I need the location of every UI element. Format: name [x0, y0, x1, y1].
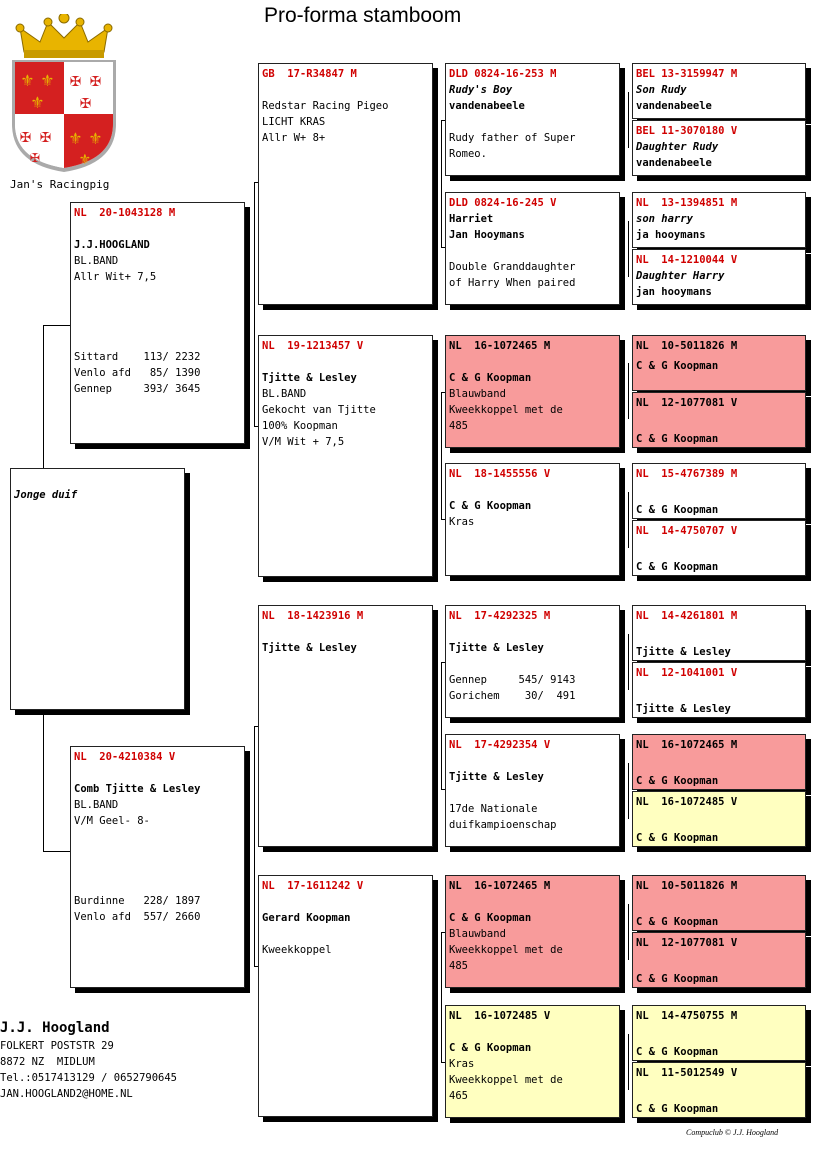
page-title: Pro-forma stamboom	[264, 4, 462, 27]
pigeon-note: 17de Nationale	[449, 803, 538, 815]
club-name: Jan's Racingpig	[10, 178, 110, 191]
svg-text:✠: ✠	[30, 147, 40, 166]
pigeon-note: Rudy father of Super	[449, 132, 576, 144]
ring-number: NL 15-4767389 M	[636, 468, 738, 480]
gen4-box[interactable]	[632, 791, 806, 847]
gen4-box[interactable]	[632, 1062, 806, 1118]
gen4-box[interactable]	[632, 605, 806, 661]
pigeon-owner: C & G Koopman	[636, 1103, 719, 1115]
ring-number: DLD 0824-16-245 V	[449, 197, 557, 209]
great-grandparent-box[interactable]	[445, 335, 620, 448]
ring-number: NL 12-1077081 V	[636, 397, 738, 409]
owner-email: JAN.HOOGLAND2@HOME.NL	[0, 1088, 133, 1100]
pigeon-note: of Harry When paired	[449, 277, 576, 289]
owner-postcode: 8872 NZ MIDLUM	[0, 1056, 95, 1068]
great-grandparent-box[interactable]	[445, 463, 620, 576]
pigeon-note: Blauwband	[449, 388, 506, 400]
pigeon-owner: vandenabeele	[449, 100, 525, 112]
pigeon-detail: Allr Wit+ 7,5	[74, 271, 157, 283]
pigeon-owner: Tjitte & Lesley	[449, 771, 544, 783]
pigeon-note: Kweekkoppel met de	[449, 944, 563, 956]
grandparent-box[interactable]	[258, 63, 433, 305]
svg-text:✠: ✠	[70, 70, 81, 91]
ring-number: DLD 0824-16-253 M	[449, 68, 557, 80]
ring-number: NL 17-4292325 M	[449, 610, 551, 622]
gen4-box[interactable]	[632, 335, 806, 391]
svg-text:✠: ✠	[90, 70, 101, 91]
subject-box[interactable]	[10, 468, 185, 710]
pigeon-detail: V/M Wit + 7,5	[262, 436, 345, 448]
ring-number: NL 20-1043128 M	[74, 207, 176, 219]
owner-info	[0, 1018, 177, 1102]
ring-number: NL 16-1072465 M	[449, 340, 551, 352]
pigeon-detail: V/M Geel- 8-	[74, 815, 150, 827]
pigeon-note: Kras	[449, 1058, 475, 1070]
ring-number: NL 14-4261801 M	[636, 610, 738, 622]
pigeon-owner: Tjitte & Lesley	[636, 646, 731, 658]
svg-text:⚜: ⚜	[70, 128, 81, 149]
coat-of-arms-logo	[10, 14, 118, 176]
pigeon-detail: BL.BAND	[74, 255, 119, 267]
race-result: Gennep 545/ 9143	[449, 674, 576, 686]
ring-number: NL 12-1077081 V	[636, 937, 738, 949]
great-grandparent-box[interactable]	[445, 605, 620, 718]
gen4-box[interactable]	[632, 192, 806, 248]
pigeon-note: Romeo.	[449, 148, 487, 160]
race-result: Gorichem 30/ 491	[449, 690, 576, 702]
race-result: Venlo afd 85/ 1390	[74, 367, 201, 379]
ring-number: NL 18-1423916 M	[262, 610, 364, 622]
pigeon-name: son harry	[636, 213, 693, 225]
owner-name: J.J. Hoogland	[0, 1020, 110, 1036]
ring-number: NL 16-1072465 M	[636, 739, 738, 751]
parent-box-dam[interactable]	[70, 746, 245, 988]
pigeon-owner: Tjitte & Lesley	[449, 642, 544, 654]
footer-credit: Compuclub © J.J. Hoogland	[686, 1128, 779, 1137]
pigeon-detail: BL.BAND	[74, 799, 119, 811]
pigeon-owner: C & G Koopman	[636, 916, 719, 928]
ring-number: NL 12-1041001 V	[636, 667, 738, 679]
pigeon-owner: C & G Koopman	[636, 360, 719, 372]
pigeon-owner: C & G Koopman	[449, 372, 532, 384]
ring-number: NL 16-1072465 M	[449, 880, 551, 892]
pigeon-detail: BL.BAND	[262, 388, 307, 400]
great-grandparent-box[interactable]	[445, 734, 620, 847]
ring-number: NL 13-1394851 M	[636, 197, 738, 209]
great-grandparent-box[interactable]	[445, 1005, 620, 1118]
gen4-box[interactable]	[632, 63, 806, 119]
owner-address: FOLKERT POSTSTR 29	[0, 1040, 114, 1052]
pigeon-note: Blauwband	[449, 928, 506, 940]
svg-text:⚜: ⚜	[32, 92, 43, 113]
svg-text:⚜: ⚜	[42, 70, 53, 91]
pigeon-owner: C & G Koopman	[449, 912, 532, 924]
ring-number: GB 17-R34847 M	[262, 68, 357, 80]
pigeon-owner: Jan Hooymans	[449, 229, 525, 241]
pigeon-owner: C & G Koopman	[636, 832, 719, 844]
pigeon-detail: 100% Koopman	[262, 420, 338, 432]
ring-number: NL 10-5011826 M	[636, 880, 738, 892]
pigeon-note: 485	[449, 420, 468, 432]
ring-number: NL 17-1611242 V	[262, 880, 364, 892]
ring-number: NL 14-1210044 V	[636, 254, 738, 266]
pigeon-name: Daughter Rudy	[636, 141, 719, 153]
grandparent-box[interactable]	[258, 605, 433, 847]
pigeon-detail: Allr W+ 8+	[262, 132, 326, 144]
pigeon-owner: C & G Koopman	[449, 1042, 532, 1054]
pigeon-owner: jan hooymans	[636, 286, 712, 298]
ring-number: NL 14-4750707 V	[636, 525, 738, 537]
ring-number: NL 16-1072485 V	[449, 1010, 551, 1022]
ring-number: NL 16-1072485 V	[636, 796, 738, 808]
pigeon-note: Double Granddaughter	[449, 261, 576, 273]
gen4-box[interactable]	[632, 875, 806, 931]
race-result: Venlo afd 557/ 2660	[74, 911, 201, 923]
pigeon-detail: Gekocht van Tjitte	[262, 404, 376, 416]
pigeon-owner: C & G Koopman	[636, 433, 719, 445]
gen4-box[interactable]	[632, 1005, 806, 1061]
pigeon-detail: LICHT KRAS	[262, 116, 326, 128]
ring-number: NL 17-4292354 V	[449, 739, 551, 751]
subject-label: Jonge duif	[14, 489, 78, 501]
svg-text:✠: ✠	[40, 126, 51, 147]
gen4-box[interactable]	[632, 463, 806, 519]
gen4-box[interactable]	[632, 249, 806, 305]
pigeon-owner: C & G Koopman	[636, 973, 719, 985]
race-result: Sittard 113/ 2232	[74, 351, 201, 363]
pigeon-name: Redstar Racing Pigeo	[262, 100, 389, 112]
ring-number: NL 20-4210384 V	[74, 751, 176, 763]
pigeon-name: Gerard Koopman	[262, 912, 351, 924]
svg-text:⚜: ⚜	[90, 128, 101, 149]
pigeon-owner: C & G Koopman	[636, 1046, 719, 1058]
pigeon-note: Kweekkoppel met de	[449, 404, 563, 416]
svg-text:✠: ✠	[80, 92, 91, 113]
ring-number: BEL 11-3070180 V	[636, 125, 738, 137]
ring-number: NL 19-1213457 V	[262, 340, 364, 352]
grandparent-box[interactable]	[258, 335, 433, 577]
pigeon-note: Kweekkoppel met de	[449, 1074, 563, 1086]
pigeon-note: Kras	[449, 516, 475, 528]
pigeon-owner: C & G Koopman	[636, 775, 719, 787]
pigeon-name: Tjitte & Lesley	[262, 372, 357, 384]
gen4-box[interactable]	[632, 520, 806, 576]
gen4-box[interactable]	[632, 392, 806, 448]
pigeon-owner: Tjitte & Lesley	[636, 703, 731, 715]
ring-number: BEL 13-3159947 M	[636, 68, 738, 80]
gen4-box[interactable]	[632, 932, 806, 988]
pigeon-owner: vandenabeele	[636, 100, 712, 112]
pigeon-owner: C & G Koopman	[449, 500, 532, 512]
pigeon-name: Son Rudy	[636, 84, 687, 96]
svg-text:⚜: ⚜	[22, 70, 33, 91]
owner-phone: Tel.:0517413129 / 0652790645	[0, 1072, 178, 1084]
parent-box-sire[interactable]	[70, 202, 245, 444]
pigeon-name: Harriet	[449, 213, 494, 225]
pigeon-note: duifkampioenschap	[449, 819, 557, 831]
ring-number: NL 10-5011826 M	[636, 340, 738, 352]
pigeon-name: Daughter Harry	[636, 270, 725, 282]
pigeon-name: Rudy's Boy	[449, 84, 513, 96]
svg-text:✠: ✠	[20, 126, 31, 147]
gen4-box[interactable]	[632, 734, 806, 790]
grandparent-box[interactable]	[258, 875, 433, 1117]
pigeon-owner: C & G Koopman	[636, 504, 719, 516]
gen4-box[interactable]	[632, 662, 806, 718]
pigeon-note: 465	[449, 1090, 468, 1102]
pigeon-detail: Kweekkoppel	[262, 944, 332, 956]
pigeon-owner: vandenabeele	[636, 157, 712, 169]
gen4-box[interactable]	[632, 120, 806, 176]
great-grandparent-box[interactable]	[445, 192, 620, 305]
ring-number: NL 11-5012549 V	[636, 1067, 738, 1079]
pigeon-name: J.J.HOOGLAND	[74, 239, 150, 251]
svg-text:⚜: ⚜	[80, 149, 90, 168]
race-result: Burdinne 228/ 1897	[74, 895, 201, 907]
pigeon-name: Comb Tjitte & Lesley	[74, 783, 201, 795]
ring-number: NL 18-1455556 V	[449, 468, 551, 480]
great-grandparent-box[interactable]	[445, 875, 620, 988]
pigeon-owner: ja hooymans	[636, 229, 706, 241]
great-grandparent-box[interactable]	[445, 63, 620, 176]
pigeon-owner: C & G Koopman	[636, 561, 719, 573]
pigeon-note: 485	[449, 960, 468, 972]
race-result: Gennep 393/ 3645	[74, 383, 201, 395]
pigeon-name: Tjitte & Lesley	[262, 642, 357, 654]
ring-number: NL 14-4750755 M	[636, 1010, 738, 1022]
